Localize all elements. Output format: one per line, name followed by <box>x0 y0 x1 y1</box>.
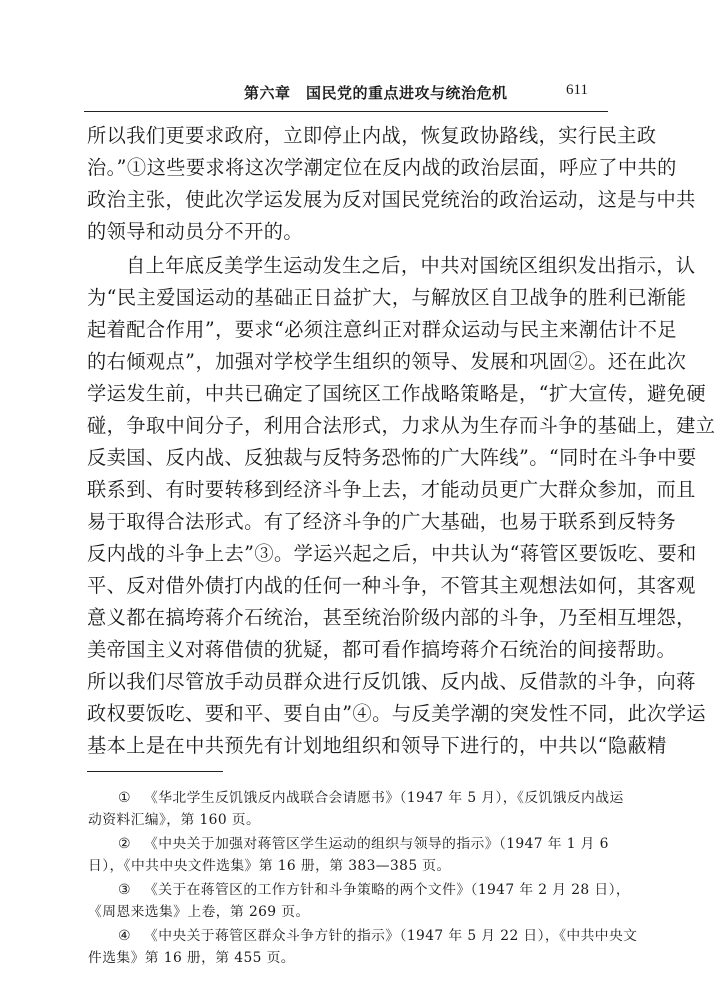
text-line: 联系到、有时要转移到经济斗争上去，才能动员更广大群众参加，而且 <box>87 478 696 501</box>
text-line: 治。”①这些要求将这次学潮定位在反内战的政治层面，呼应了中共的 <box>87 156 677 179</box>
text-line: 学运发生前，中共已确定了国统区工作战略策略是，“扩大宣传，避免硬 <box>87 382 707 405</box>
footnote-line <box>90 788 624 808</box>
text-line: 的领导和动员分不开的。 <box>87 220 304 243</box>
footnote-text: 《中央关于加强对蒋管区学生运动的组织与领导的指示》（1947 年 1 月 6 <box>144 836 609 852</box>
footnote-line <box>90 926 638 946</box>
text-line: 平、反对借外债打内战的任何一种斗争，不管其主观想法如何，其客观 <box>87 574 696 597</box>
running-header <box>0 82 644 108</box>
text-line: 反内战的斗争上去”③。学运兴起之后，中共认为“蒋管区要饭吃、要和 <box>87 542 697 565</box>
footnote-text: 《关于在蒋管区的工作方针和斗争策略的两个文件》（1947 年 2 月 28 日）， <box>144 882 631 898</box>
text-line: 所以我们尽管放手动员群众进行反饥饿、反内战、反借款的斗争，向蒋 <box>87 670 696 693</box>
footnote-rule <box>87 771 223 772</box>
footnote-line <box>90 880 631 900</box>
text-line: 意义都在搞垮蒋介石统治，甚至统治阶级内部的斗争，乃至相互埋怨， <box>87 606 696 629</box>
footnote-line <box>90 834 610 854</box>
footnote-mark: ② <box>118 836 131 852</box>
text-line: 的右倾观点”，加强对学校学生组织的领导、发展和巩固②。还在此次 <box>87 350 687 373</box>
text-line: 所以我们更要求政府，立即停止内战，恢复政协路线，实行民主政 <box>87 124 657 147</box>
footnote-line: 件选集》第 16 册，第 455 页。 <box>88 950 296 966</box>
text-line: 自上年底反美学生运动发生之后，中共对国统区组织发出指示，认 <box>126 254 696 277</box>
footnote-mark: ③ <box>118 882 131 898</box>
footnote-text: 《华北学生反饥饿反内战联合会请愿书》（1947 年 5 月），《反饥饿反内战运 <box>144 790 624 806</box>
footnote-mark: ④ <box>118 928 131 944</box>
footnote-mark: ① <box>118 790 131 806</box>
chapter-title: 第六章 国民党的重点进攻与统治危机 <box>244 84 508 102</box>
text-line: 美帝国主义对蒋借债的犹疑，都可看作搞垮蒋介石统治的间接帮助。 <box>87 638 677 661</box>
header-rule <box>84 111 608 112</box>
text-line: 反卖国、反内战、反独裁与反特务恐怖的广大阵线”。“同时在斗争中要 <box>87 446 697 469</box>
text-line: 政治主张，使此次学运发展为反对国民党统治的政治运动，这是与中共 <box>87 188 696 211</box>
page-number: 611 <box>566 82 588 98</box>
footnote-text: 《中央关于蒋管区群众斗争方针的指示》（1947 年 5 月 22 日），《中共中央文 <box>144 928 638 944</box>
text-line: 碰，争取中间分子，利用合法形式，力求从为生存而斗争的基础上，建立 <box>87 414 715 437</box>
text-line: 为“民主爱国运动的基础正日益扩大，与解放区自卫战争的胜利已渐能 <box>87 286 687 309</box>
footnote-line: 日），《中共中央文件选集》第 16 册，第 383—385 页。 <box>88 858 451 874</box>
text-line: 起着配合作用”，要求“必须注意纠正对群众运动与民主来潮估计不足 <box>87 318 678 341</box>
footnote-line: 《周恩来选集》上卷，第 269 页。 <box>88 904 310 920</box>
footnote-line: 动资料汇编》，第 160 页。 <box>88 812 261 828</box>
text-line: 政权要饭吃、要和平、要自由”④。与反美学潮的突发性不同，此次学运 <box>87 702 707 725</box>
text-line: 易于取得合法形式。有了经济斗争的广大基础，也易于联系到反特务 <box>87 510 677 533</box>
text-line: 基本上是在中共预先有计划地组织和领导下进行的，中共以“隐蔽精 <box>87 734 667 757</box>
